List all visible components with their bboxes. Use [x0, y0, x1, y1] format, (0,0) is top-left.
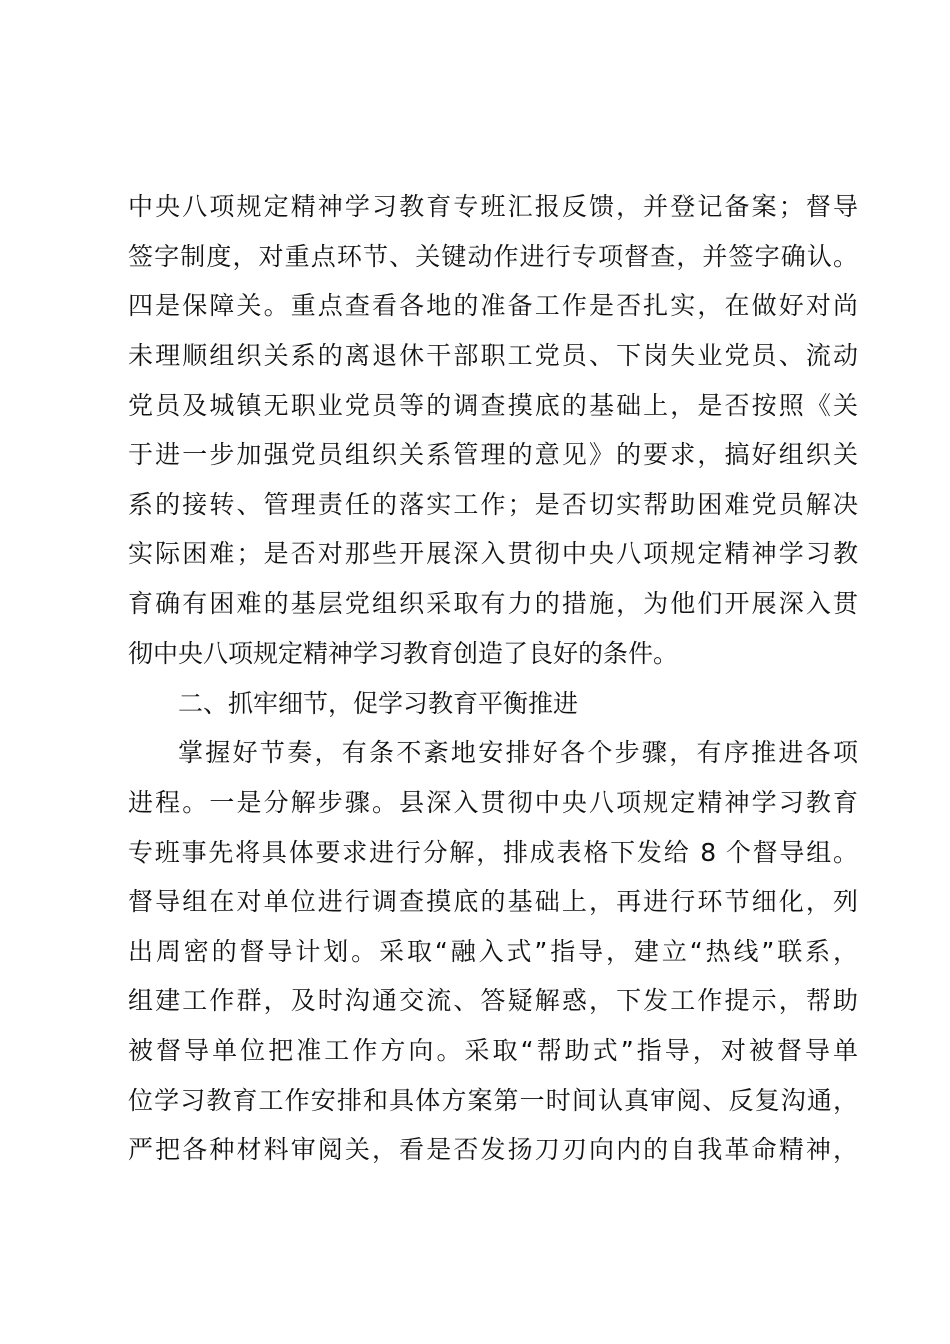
text-line: 督导组在对单位进行调查摸底的基础上，再进行环节细化，列: [128, 887, 858, 916]
paragraph-end-line: 彻中央八项规定精神学习教育创造了良好的条件。: [128, 639, 679, 668]
paragraph-first-line: 掌握好节奏，有条不紊地安排好各个步骤，有序推进各项: [178, 738, 858, 767]
text-line: 于进一步加强党员组织关系管理的意见》的要求，搞好组织关: [128, 440, 858, 469]
text-line: 实际困难；是否对那些开展深入贯彻中央八项规定精神学习教: [128, 539, 858, 568]
text-line: 签字制度，对重点环节、关键动作进行专项督查，并签字确认。: [128, 242, 858, 271]
text-line: 位学习教育工作安排和具体方案第一时间认真审阅、反复沟通，: [128, 1086, 858, 1115]
section-heading: 二、抓牢细节，促学习教育平衡推进: [178, 689, 579, 718]
text-line: 未理顺组织关系的离退休干部职工党员、下岗失业党员、流动: [128, 341, 858, 370]
text-line: 被督导单位把准工作方向。采取“帮助式”指导，对被督导单: [128, 1036, 858, 1065]
text-line: 四是保障关。重点查看各地的准备工作是否扎实，在做好对尚: [128, 291, 858, 320]
text-line: 育确有困难的基层党组织采取有力的措施，为他们开展深入贯: [128, 589, 858, 618]
text-line: 专班事先将具体要求进行分解，排成表格下发给 8 个督导组。: [128, 838, 858, 867]
text-line: 组建工作群，及时沟通交流、答疑解惑，下发工作提示，帮助: [128, 986, 858, 1015]
text-line: 进程。一是分解步骤。县深入贯彻中央八项规定精神学习教育: [128, 788, 858, 817]
text-line: 出周密的督导计划。采取“融入式”指导，建立“热线”联系，: [128, 937, 858, 966]
text-line: 系的接转、管理责任的落实工作；是否切实帮助困难党员解决: [128, 490, 858, 519]
text-line: 中央八项规定精神学习教育专班汇报反馈，并登记备案；督导: [128, 192, 858, 221]
text-line: 党员及城镇无职业党员等的调查摸底的基础上，是否按照《关: [128, 391, 858, 420]
text-line: 严把各种材料审阅关，看是否发扬刀刃向内的自我革命精神，: [128, 1135, 858, 1164]
